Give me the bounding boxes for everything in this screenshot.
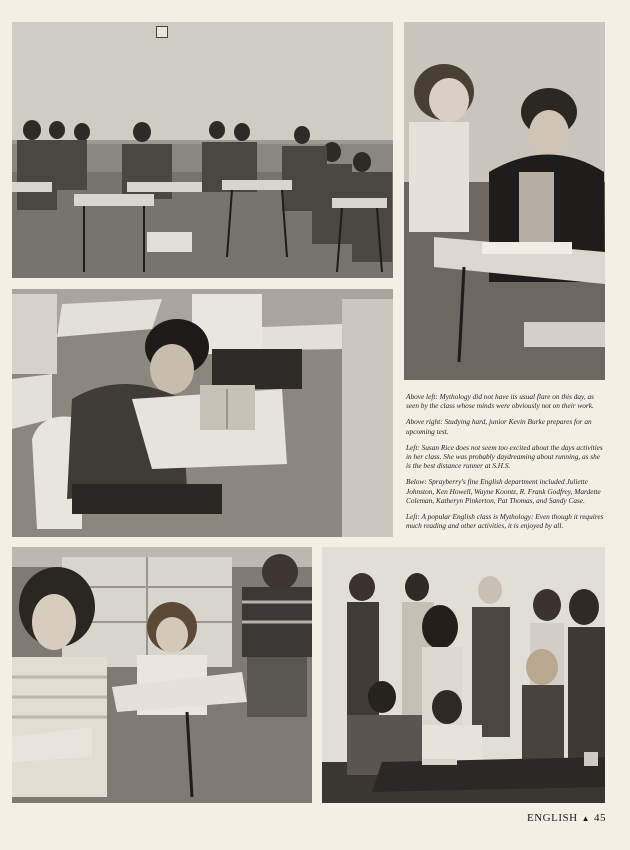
section-label: ENGLISH bbox=[527, 812, 578, 824]
caption-block bbox=[406, 392, 606, 537]
photo-kevin-burke bbox=[404, 22, 605, 380]
page-number: 45 bbox=[594, 812, 606, 824]
caption-left-susan: Left: Susan Rice does not seem too excited about the days activities in her class. She was probably daydreaming about running, as she is the best distance runner at S.H.S. bbox=[406, 442, 603, 471]
photo-faculty bbox=[322, 547, 605, 803]
caption-below: Below: Sprayberry's fine English department included Juliette Johnston, Ken Howell, Wayne Koontz, R. Frank Godfrey, Mardette Coleman, Katheryn Pinkerton, Pat Thomas, and Sandy Case. bbox=[406, 477, 601, 505]
photo-classroom-desks bbox=[12, 22, 393, 278]
caption-above-right: Above right: Studying hard, junior Kevin Burke prepares for an upcoming test. bbox=[406, 417, 592, 436]
triangle-marker-icon: ▲ bbox=[581, 814, 590, 823]
photo-susan-rice bbox=[12, 289, 393, 537]
kevin-burke-image bbox=[404, 22, 605, 380]
caption-above-left: Above left: Mythology did not have its usual flare on this day, as seen by the class whose minds were obviously not on their work. bbox=[406, 392, 595, 411]
classroom-desks-image bbox=[12, 22, 393, 278]
photo-class-reading bbox=[12, 547, 312, 803]
caption-left-mythology: Left: A popular English class is Mythology: Even though it requires much reading and other activities, it is enjoyed by all. bbox=[406, 512, 604, 531]
class-reading-image bbox=[12, 547, 312, 803]
page-folio bbox=[527, 812, 606, 824]
wall-clock-icon bbox=[156, 26, 168, 38]
faculty-image bbox=[322, 547, 605, 803]
susan-rice-image bbox=[12, 289, 393, 537]
